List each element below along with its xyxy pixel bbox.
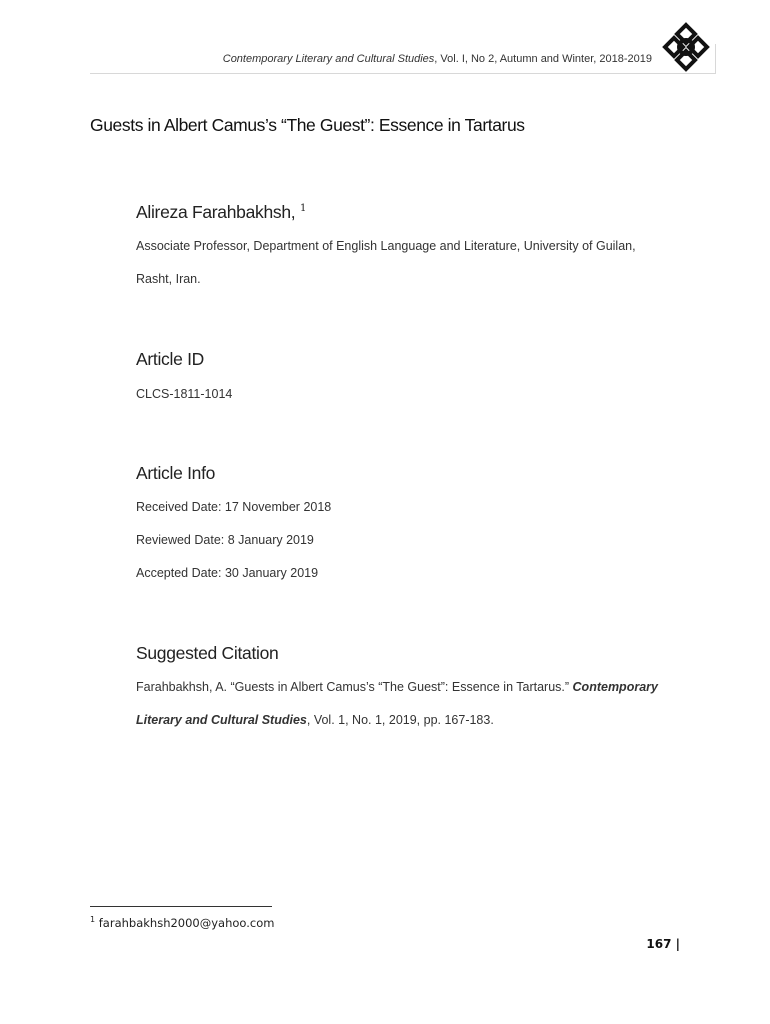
journal-name: Contemporary Literary and Cultural Studies	[222, 53, 435, 65]
citation-heading: Suggested Citation	[136, 643, 279, 663]
author-name	[136, 202, 306, 223]
issue-info: , Vol. I, No 2, Autumn and Winter, 2018-2019	[434, 53, 652, 65]
header-vertical-rule	[715, 44, 716, 74]
reviewed-date: Reviewed Date: 8 January 2019	[136, 533, 314, 547]
citation-line1	[136, 680, 658, 694]
author-affiliation-line1: Associate Professor, Department of English Language and Literature, University of Guilan,	[136, 239, 636, 253]
article-title: Guests in Albert Camus’s “The Guest”: Essence in Tartarus	[90, 115, 525, 135]
author-footnote-mark: 1	[299, 203, 306, 215]
footnote-rule	[90, 906, 272, 907]
page-number: 167 |	[646, 937, 680, 951]
citation-journal-part2: Literary and Cultural Studies	[136, 713, 307, 727]
citation-text-part2: , Vol. 1, No. 1, 2019, pp. 167-183.	[306, 713, 494, 727]
header-rule	[90, 73, 716, 74]
footnote-email: farahbakhsh2000@yahoo.com	[95, 915, 275, 930]
footnote	[90, 915, 274, 930]
citation-journal-part1: Contemporary	[572, 680, 658, 694]
article-info-heading: Article Info	[136, 463, 216, 483]
running-header	[90, 53, 652, 65]
received-date: Received Date: 17 November 2018	[136, 500, 332, 514]
author-name-text: Alireza Farahbakhsh,	[136, 202, 300, 222]
citation-line2	[136, 713, 494, 727]
journal-logo-icon	[662, 22, 710, 72]
article-id-heading: Article ID	[136, 349, 204, 369]
author-affiliation-line2: Rasht, Iran.	[136, 272, 201, 286]
footnote-mark: 1	[90, 915, 96, 924]
citation-text-part1: Farahbakhsh, A. “Guests in Albert Camus’s “The Guest”: Essence in Tartarus.”	[136, 680, 573, 694]
accepted-date: Accepted Date: 30 January 2019	[136, 566, 319, 580]
article-id-value: CLCS-1811-1014	[136, 387, 233, 401]
